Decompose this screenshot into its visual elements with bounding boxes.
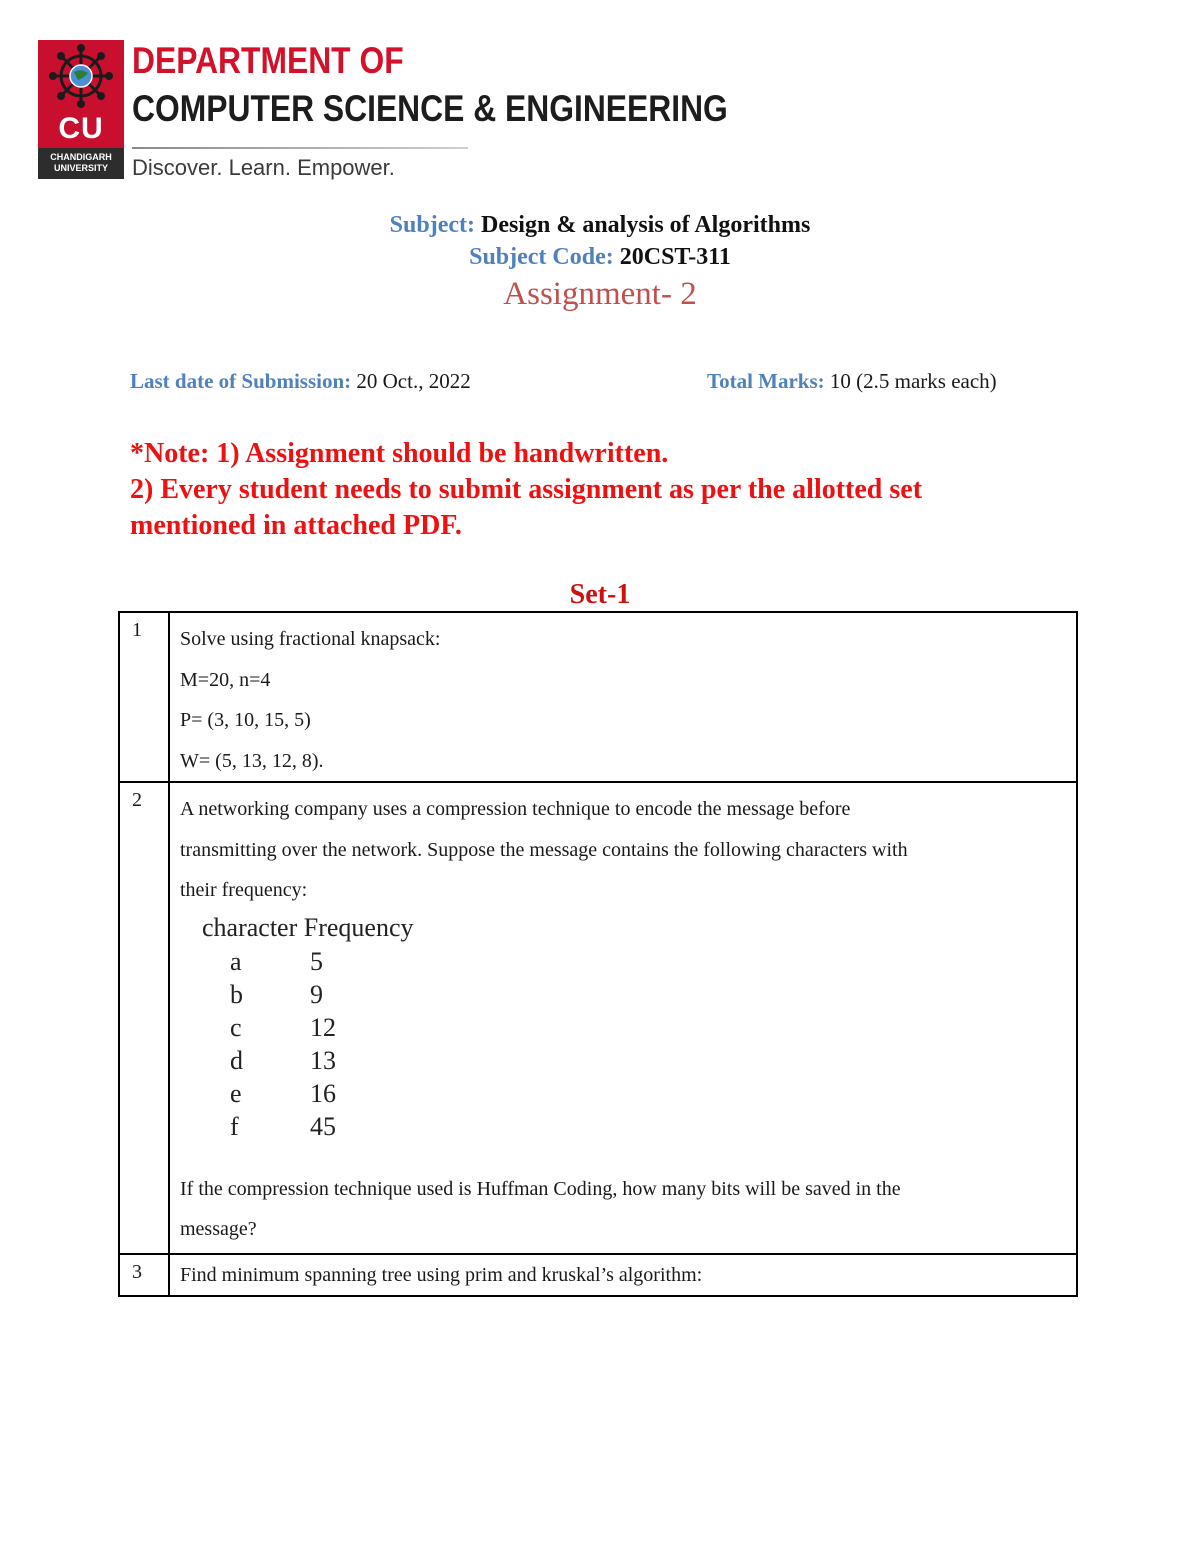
submission-note (130, 436, 1090, 544)
subject-code-value: 20CST-311 (619, 244, 731, 270)
frequency-cell: 9 (310, 979, 323, 1009)
tagline: Discover. Learn. Empower. (132, 155, 395, 180)
university-logo (38, 40, 124, 179)
globe-gear-icon (38, 40, 124, 120)
subject-code-line (0, 244, 1200, 271)
frequency-cell: 13 (310, 1045, 336, 1075)
table-row (119, 612, 1077, 782)
set-label: Set-1 (569, 579, 631, 610)
question-number: 3 (119, 1254, 169, 1296)
character-cell: a (230, 946, 242, 976)
question-number: 1 (119, 612, 169, 782)
subject-code-label: Subject Code: (469, 244, 614, 270)
character-cell: f (230, 1111, 239, 1141)
table-row (119, 1254, 1077, 1296)
header-divider (132, 147, 468, 149)
department-title-line1: DEPARTMENT OF (132, 40, 404, 81)
assignment-title: Assignment- 2 (503, 276, 697, 312)
total-marks (707, 369, 997, 394)
frequency-table (180, 911, 1066, 1169)
frequency-cell: 12 (310, 1012, 336, 1042)
character-cell: b (230, 979, 243, 1009)
department-title-line2: COMPUTER SCIENCE & ENGINEERING (132, 88, 728, 129)
frequency-cell: 45 (310, 1111, 336, 1141)
frequency-table-header: character Frequency (202, 912, 414, 942)
frequency-cell: 16 (310, 1078, 336, 1108)
marks-value: 10 (2.5 marks each) (829, 369, 997, 393)
subject-label: Subject: (389, 212, 475, 238)
question-text: A networking company uses a compression technique to encode the message before transmitting over the network. Suppose the message contains the following characters with their frequency: character Frequency a 5 b 9 c 12 d 13 e 16 f 45 If the compression technique used is Huffman Coding, how many bits will be saved in the message? (169, 782, 1077, 1254)
submission-value: 20 Oct., 2022 (356, 369, 471, 393)
note-line: mentioned in attached PDF. (130, 510, 462, 541)
character-cell: d (230, 1045, 243, 1075)
character-cell: c (230, 1012, 242, 1042)
question-number: 2 (119, 782, 169, 1254)
character-cell: e (230, 1078, 242, 1108)
subject-line (0, 212, 1200, 239)
note-line: *Note: 1) Assignment should be handwritten. (130, 438, 669, 469)
subject-value: Design & analysis of Algorithms (480, 212, 811, 238)
questions-table (118, 611, 1078, 1297)
question-text: Find minimum spanning tree using prim and kruskal’s algorithm: (169, 1254, 1077, 1296)
note-line: 2) Every student needs to submit assignment as per the allotted set (130, 474, 923, 505)
logo-band: CHANDIGARH UNIVERSITY (38, 148, 124, 179)
question-text: Solve using fractional knapsack: M=20, n=4 P= (3, 10, 15, 5) W= (5, 13, 12, 8). (169, 612, 1077, 782)
table-row (119, 782, 1077, 1254)
submission-date (130, 369, 471, 394)
frequency-cell: 5 (310, 946, 323, 976)
submission-label: Last date of Submission: (130, 369, 352, 393)
logo-letters: CU (58, 112, 104, 145)
department-header (38, 40, 738, 185)
marks-label: Total Marks: (707, 369, 825, 393)
